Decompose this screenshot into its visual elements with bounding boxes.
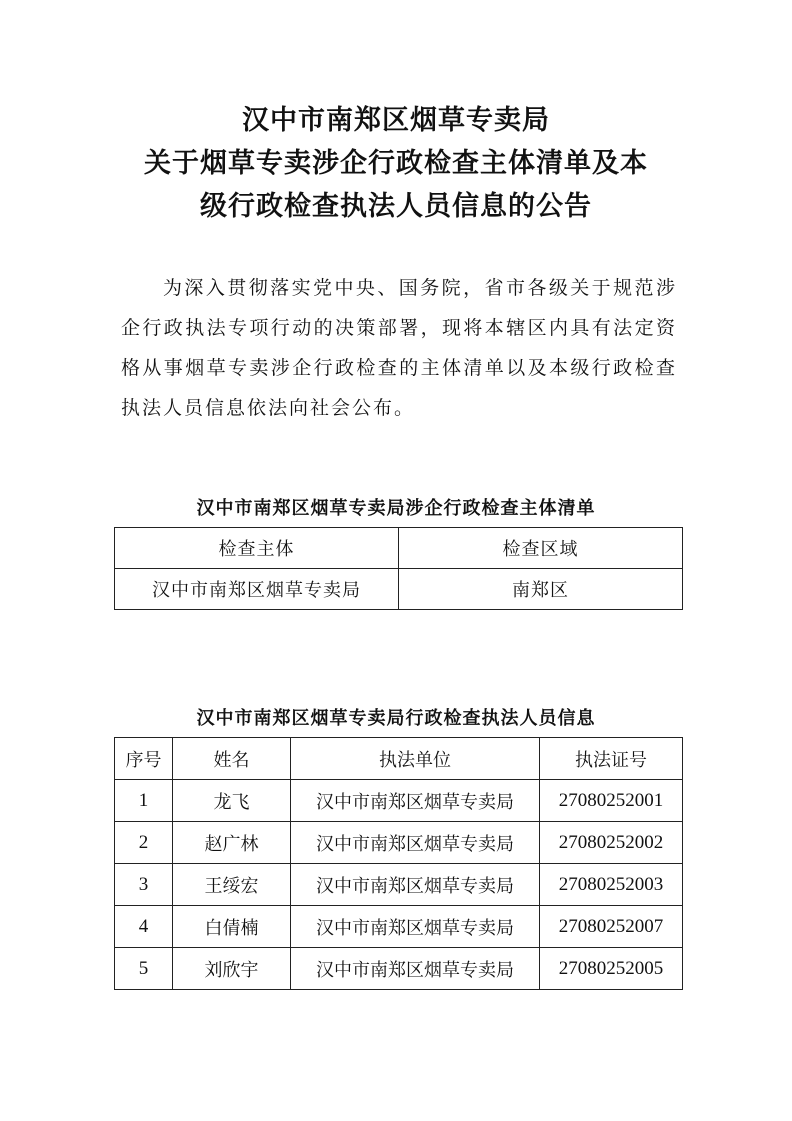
- cell-certificate-number: 27080252007: [540, 906, 683, 948]
- cell-name: 龙飞: [173, 780, 291, 822]
- cell-enforcement-unit: 汉中市南郑区烟草专卖局: [291, 948, 540, 990]
- notice-title-line-2: 关于烟草专卖涉企行政检查主体清单及本: [144, 148, 648, 179]
- header-name: 姓名: [173, 738, 291, 780]
- header-certificate-number: 执法证号: [540, 738, 683, 780]
- cell-serial-number: 2: [115, 822, 173, 864]
- subject-table: [114, 527, 683, 610]
- personnel-table: [114, 737, 683, 990]
- cell-enforcement-unit: 汉中市南郑区烟草专卖局: [291, 822, 540, 864]
- subject-table-caption: 汉中市南郑区烟草专卖局涉企行政检查主体清单: [196, 498, 596, 519]
- cell-certificate-number: 27080252005: [540, 948, 683, 990]
- cell-enforcement-unit: 汉中市南郑区烟草专卖局: [291, 906, 540, 948]
- cell-serial-number: 5: [115, 948, 173, 990]
- table-row: [115, 948, 683, 990]
- cell-serial-number: 1: [115, 780, 173, 822]
- header-inspection-subject: 检查主体: [115, 528, 399, 569]
- table-row: [115, 780, 683, 822]
- table-row: [115, 906, 683, 948]
- table-row: [115, 864, 683, 906]
- cell-name: 白倩楠: [173, 906, 291, 948]
- cell-name: 王绥宏: [173, 864, 291, 906]
- cell-name: 赵广林: [173, 822, 291, 864]
- personnel-table-caption: 汉中市南郑区烟草专卖局行政检查执法人员信息: [196, 708, 596, 729]
- table-row: [115, 569, 683, 610]
- table-row: [115, 822, 683, 864]
- cell-serial-number: 4: [115, 906, 173, 948]
- cell-enforcement-unit: 汉中市南郑区烟草专卖局: [291, 780, 540, 822]
- cell-certificate-number: 27080252001: [540, 780, 683, 822]
- cell-certificate-number: 27080252002: [540, 822, 683, 864]
- cell-enforcement-unit: 汉中市南郑区烟草专卖局: [291, 864, 540, 906]
- cell-certificate-number: 27080252003: [540, 864, 683, 906]
- header-serial-number: 序号: [115, 738, 173, 780]
- notice-title-line-3: 级行政检查执法人员信息的公告: [200, 191, 592, 222]
- cell-inspection-area: 南郑区: [399, 569, 683, 610]
- cell-inspection-subject: 汉中市南郑区烟草专卖局: [115, 569, 399, 610]
- notice-paragraph: 为深入贯彻落实党中央、国务院，省市各级关于规范涉企行政执法专项行动的决策部署，现将本辖区内具有法定资格从事烟草专卖涉企行政检查的主体清单以及本级行政检查执法人员信息依法向社会公布。: [121, 277, 677, 419]
- cell-name: 刘欣宇: [173, 948, 291, 990]
- personnel-table-header-row: [115, 738, 683, 780]
- header-enforcement-unit: 执法单位: [291, 738, 540, 780]
- subject-table-header-row: [115, 528, 683, 569]
- header-inspection-area: 检查区域: [399, 528, 683, 569]
- notice-title-line-1: 汉中市南郑区烟草专卖局: [242, 105, 550, 136]
- cell-serial-number: 3: [115, 864, 173, 906]
